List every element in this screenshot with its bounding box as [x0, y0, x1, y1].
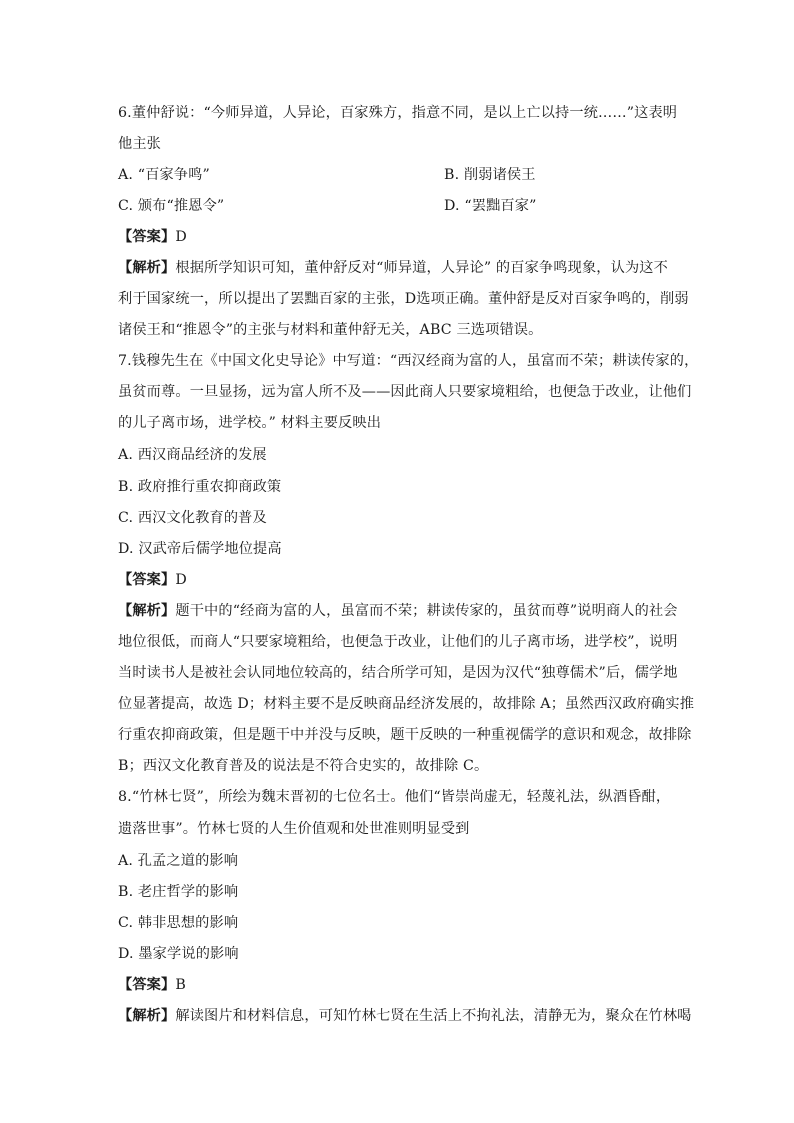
question-7-analysis-line-4: 位显著提高，故选 D；材料主要不是反映商品经济发展的，故排除 A；虽然西汉政府确实推: [118, 696, 695, 712]
question-7-analysis-line-2: 地位很低，而商人“只要家境粗给，也便急于改业，让他们的儿子离市场，进学校”，说明: [118, 634, 678, 650]
question-7-stem-line-1: 7.钱穆先生在《中国文化史导论》中写道：“西汉经商为富的人，虽富而不荣；耕读传家的，: [118, 353, 699, 369]
question-6-answer: [118, 227, 678, 247]
question-8-analysis-line-1: [118, 1006, 692, 1026]
analysis-text: 解读图片和材料信息，可知竹林七贤在生活上不拘礼法，清静无为，聚众在竹林喝: [175, 1008, 692, 1024]
question-6-analysis-line-1: [118, 258, 678, 278]
question-6-analysis-line-2: 利于国家统一，所以提出了罢黜百家的主张，D选项正确。董仲舒是反对百家争鸣的，削弱: [118, 291, 689, 307]
question-7-stem-line-2: 虽贫而尊。一旦显扬，远为富人所不及——因此商人只要家境粗给，也便急于改业，让他们: [118, 384, 692, 400]
question-8-option-b: B. 老庄哲学的影响: [118, 884, 239, 900]
question-6-analysis-line-3: 诸侯王和“推恩令”的主张与材料和董仲舒无关，ABC 三选项错误。: [118, 322, 543, 338]
question-8-option-c: C. 韩非思想的影响: [118, 915, 239, 931]
answer-tag: 【答案】: [118, 572, 176, 588]
question-6-option-b: B. 削弱诸侯王: [444, 167, 536, 183]
question-6-option-a: A. “百家争鸣”: [118, 167, 210, 183]
question-8-stem-line-1: 8.“竹林七贤”，所绘为魏末晋初的七位名士。他们“皆崇尚虚无，轻蔑礼法，纵酒昏酣，: [118, 789, 671, 805]
question-7-analysis-line-5: 行重农抑商政策，但是题干中并没与反映，题干反映的一种重视儒学的意识和观念，故排除: [118, 727, 692, 743]
question-7-option-d: D. 汉武帝后儒学地位提高: [118, 541, 282, 557]
question-7-option-b: B. 政府推行重农抑商政策: [118, 479, 282, 495]
analysis-tag: 【解析】: [118, 1008, 176, 1024]
question-6-stem-line-1: 6.董仲舒说：“今师异道，人异论，百家殊方，指意不同，是以上亡以持一统……”这表明: [118, 105, 678, 121]
question-8-option-d: D. 墨家学说的影响: [118, 946, 239, 962]
question-6-option-c: C. 颁布“推恩令”: [118, 198, 225, 214]
analysis-tag: 【解析】: [118, 603, 176, 619]
question-6-stem-line-2: 他主张: [118, 136, 162, 152]
question-8-stem-line-2: 遗落世事”。竹林七贤的人生价值观和处世准则明显受到: [118, 821, 470, 837]
analysis-tag: 【解析】: [118, 260, 176, 276]
answer-tag: 【答案】: [118, 229, 176, 245]
question-7-analysis-line-1: [118, 601, 678, 621]
question-7-option-c: C. 西汉文化教育的普及: [118, 510, 267, 526]
question-7-option-a: A. 西汉商品经济的发展: [118, 447, 267, 463]
question-6-option-d: D. “罢黜百家”: [444, 198, 537, 214]
question-8-answer: [118, 975, 678, 995]
question-7-analysis-line-6: B；西汉文化教育普及的说法是不符合史实的，故排除 C。: [118, 758, 489, 774]
question-7-stem-line-3: 的儿子离市场，进学校。” 材料主要反映出: [118, 415, 382, 431]
analysis-text: 题干中的“经商为富的人，虽富而不荣；耕读传家的，虽贫而尊”说明商人的社会: [175, 603, 678, 619]
question-8-option-a: A. 孔孟之道的影响: [118, 853, 239, 869]
answer-value: B: [175, 977, 186, 993]
answer-value: D: [175, 229, 187, 245]
analysis-text: 根据所学知识可知，董仲舒反对“师异道，人异论” 的百家争鸣现象，认为这不: [175, 260, 668, 276]
question-7-analysis-line-3: 当时读书人是被社会认同地位较高的，结合所学可知，是因为汉代“独尊儒术”后，儒学地: [118, 665, 678, 681]
answer-tag: 【答案】: [118, 977, 176, 993]
answer-value: D: [175, 572, 187, 588]
question-7-answer: [118, 570, 678, 590]
